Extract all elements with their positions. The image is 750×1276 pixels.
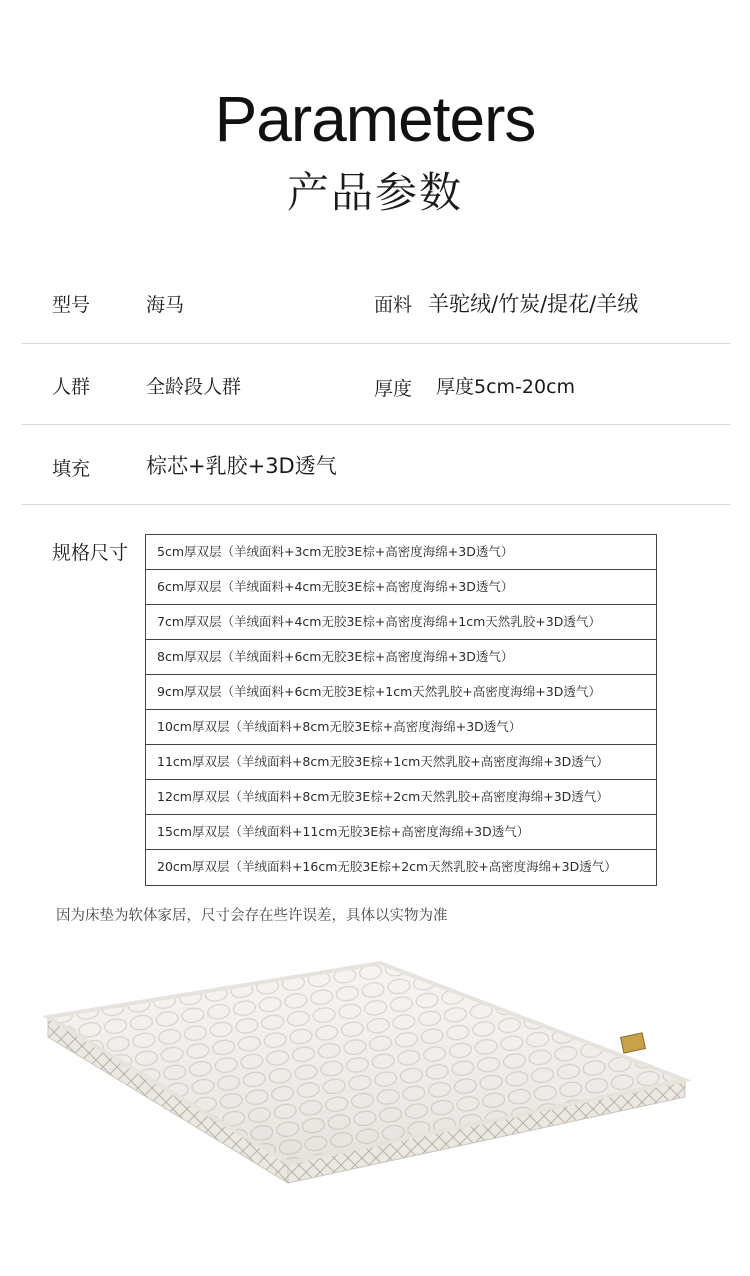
crowd-label: 人群 [52,376,91,398]
spec-label: 规格尺寸 [52,542,129,564]
thickness-value: 厚度5cm-20cm [436,376,576,398]
tolerance-note: 因为床垫为软体家居，尺寸会存在些许误差，具体以实物为准 [56,908,448,924]
spec-row: 8cm厚双层（羊绒面料+6cm无胶3E棕+高密度海绵+3D透气） [146,640,656,675]
model-label: 型号 [52,294,91,316]
page-title-en: Parameters [214,83,536,155]
param-row-model [22,280,730,344]
page-title-cn: 产品参数 [286,168,463,217]
thickness-label: 厚度 [374,378,413,400]
spec-row: 9cm厚双层（羊绒面料+6cm无胶3E棕+1cm天然乳胶+高密度海绵+3D透气） [146,675,656,710]
model-value: 海马 [146,294,185,316]
spec-row: 12cm厚双层（羊绒面料+8cm无胶3E棕+2cm天然乳胶+高密度海绵+3D透气） [146,780,656,815]
param-row-crowd [22,362,730,426]
spec-row: 6cm厚双层（羊绒面料+4cm无胶3E棕+高密度海绵+3D透气） [146,570,656,605]
crowd-value: 全龄段人群 [146,376,242,398]
spec-row: 10cm厚双层（羊绒面料+8cm无胶3E棕+高密度海绵+3D透气） [146,710,656,745]
mattress-image [40,955,700,1185]
divider [22,424,730,425]
spec-row: 11cm厚双层（羊绒面料+8cm无胶3E棕+1cm天然乳胶+高密度海绵+3D透气） [146,745,656,780]
param-row-fill [22,444,730,508]
fabric-value: 羊驼绒/竹炭/提花/羊绒 [428,292,639,316]
divider [22,343,730,344]
spec-row: 20cm厚双层（羊绒面料+16cm无胶3E棕+2cm天然乳胶+高密度海绵+3D透气） [157,859,617,874]
spec-row: 15cm厚双层（羊绒面料+11cm无胶3E棕+高密度海绵+3D透气） [146,815,656,850]
spec-row: 7cm厚双层（羊绒面料+4cm无胶3E棕+高密度海绵+1cm天然乳胶+3D透气） [146,605,656,640]
spec-row: 5cm厚双层（羊绒面料+3cm无胶3E棕+高密度海绵+3D透气） [146,535,656,570]
fabric-label: 面料 [374,294,413,316]
fill-value: 棕芯+乳胶+3D透气 [146,454,337,478]
spec-table [145,534,657,886]
fill-label: 填充 [52,458,91,480]
divider [22,504,730,505]
